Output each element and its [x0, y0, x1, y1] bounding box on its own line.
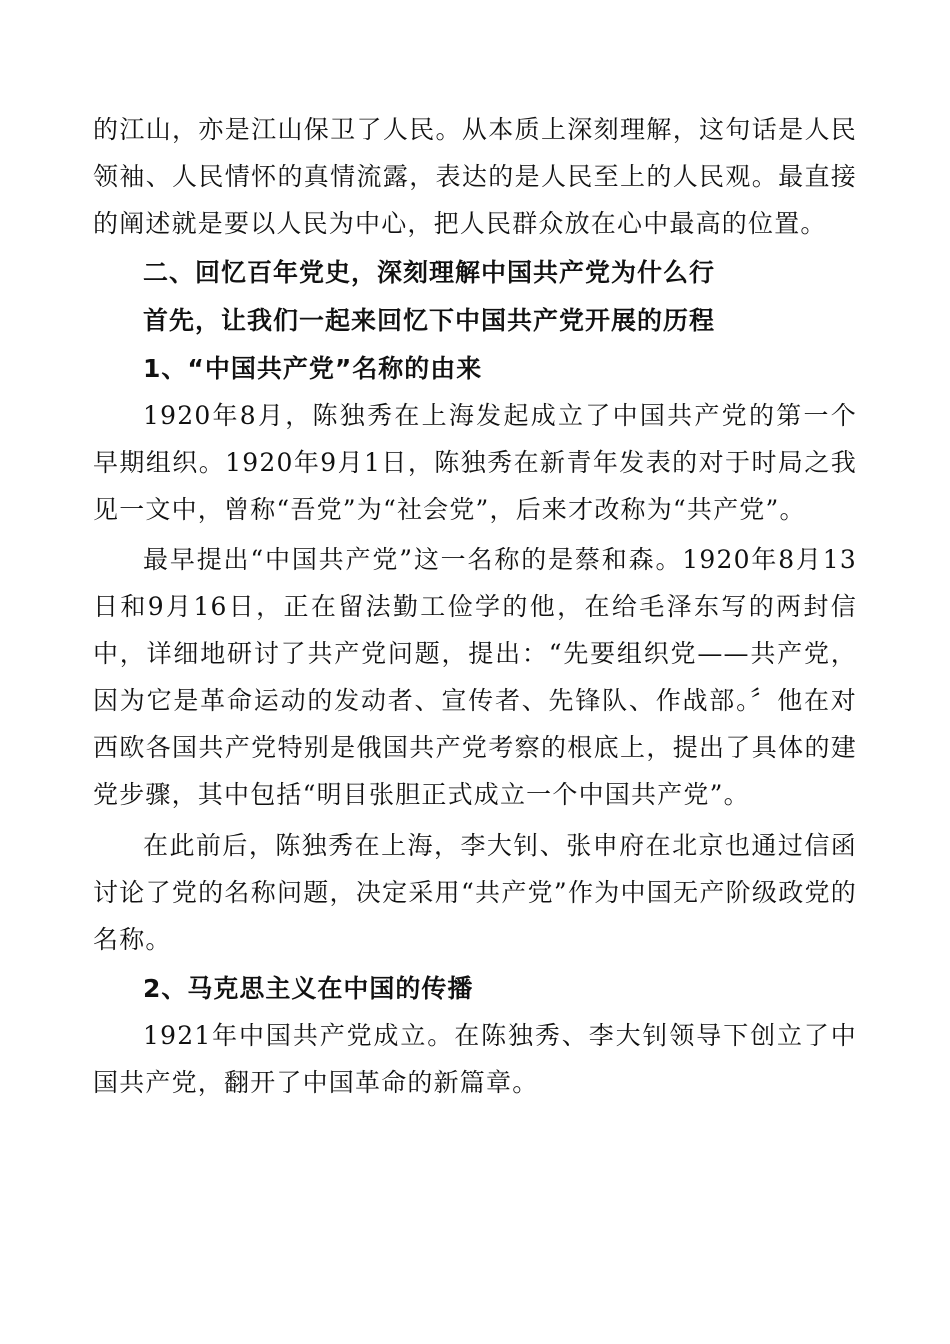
- subsection-heading: 首先，让我们一起来回忆下中国共产党开展的历程: [143, 306, 716, 335]
- body-paragraph: 1920年8月，陈独秀在上海发起成立了中国共产党的第一个早期组织。1920年9月1日，陈独秀在新青年发表的对于时局之我见一文中，曾称“吾党”为“社会党”，后来才改称为“共产党”。: [93, 401, 857, 524]
- body-paragraph: 的江山，亦是江山保卫了人民。从本质上深刻理解，这句话是人民领袖、人民情怀的真情流露，表达的是人民至上的人民观。最直接的阐述就是要以人民为中心，把人民群众放在心中最高的位置。: [93, 115, 857, 238]
- body-paragraph: 1921年中国共产党成立。在陈独秀、李大钊领导下创立了中国共产党，翻开了中国革命的新篇章。: [93, 1021, 857, 1097]
- body-paragraph: 在此前后，陈独秀在上海，李大钊、张申府在北京也通过信函讨论了党的名称问题，决定采用“共产党”作为中国无产阶级政党的名称。: [93, 831, 857, 954]
- body-paragraph: 最早提出“中国共产党”这一名称的是蔡和森。1920年8月13日和9月16日，正在留法勤工俭学的他，在给毛泽东写的两封信中，详细地研讨了共产党问题，提出：“先要组织党——共产党，因为它是革命运动的发动者、宣传者、先锋队、作战部。〞他在对西欧各国共产党特别是俄国共产党考察的根底上，提出了具体的建党步骤，其中包括“明目张胆正式成立一个中国共产党”。: [93, 545, 857, 809]
- topic-heading: 1、“中国共产党”名称的由来: [143, 354, 483, 383]
- topic-heading: 2、马克思主义在中国的传播: [143, 974, 474, 1003]
- section-heading: 二、回忆百年党史，深刻理解中国共产党为什么行: [143, 258, 716, 287]
